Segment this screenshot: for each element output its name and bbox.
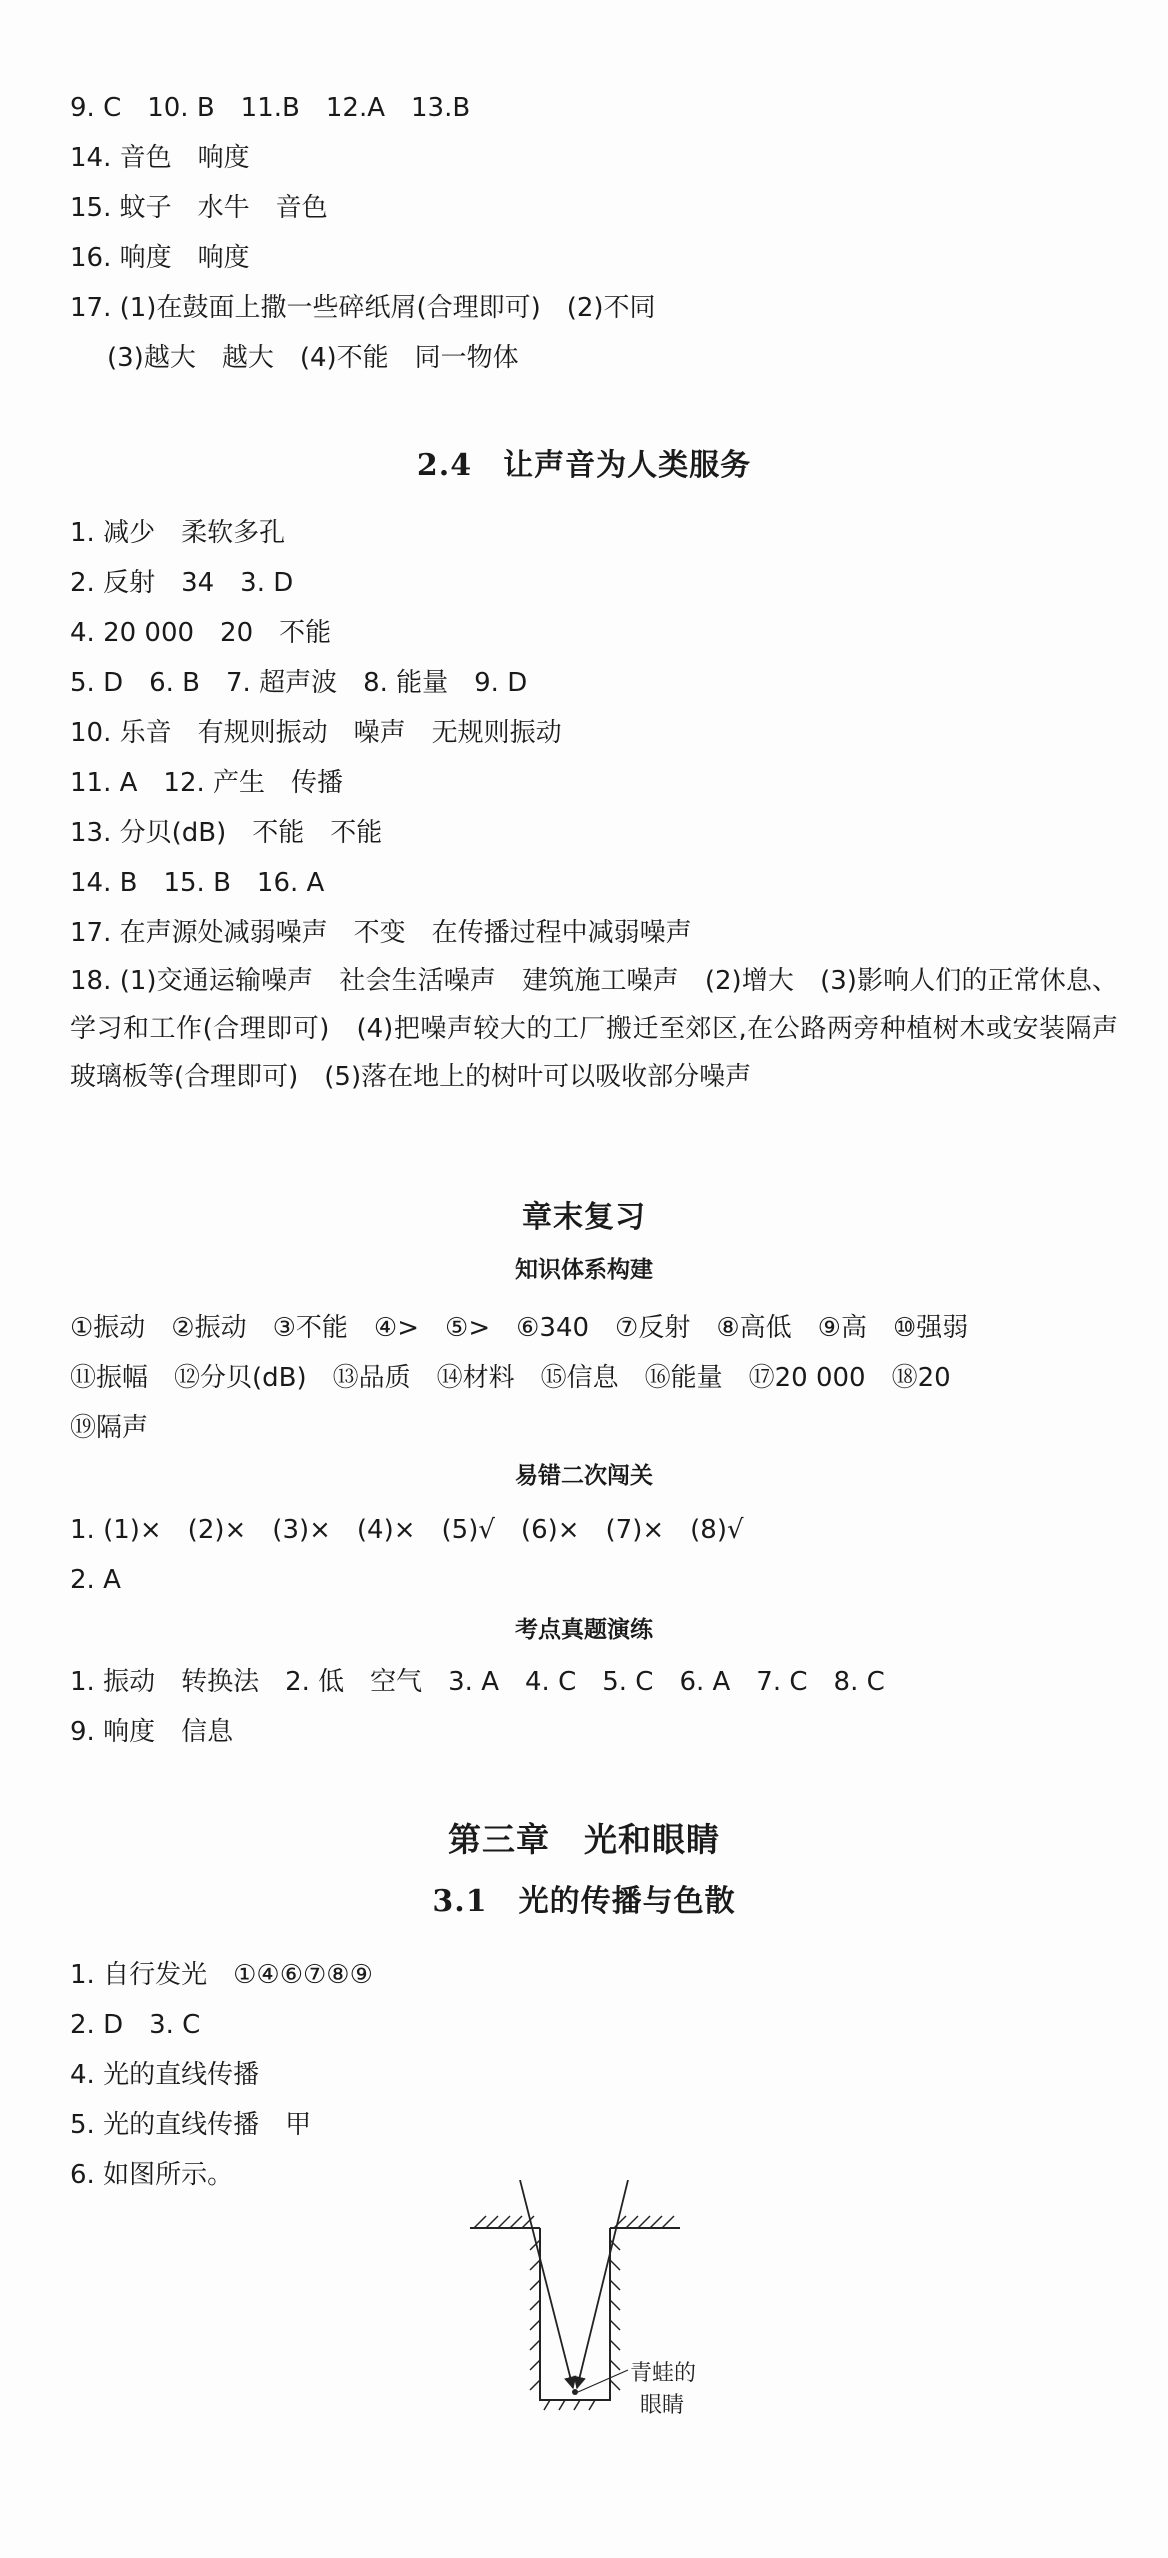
answer-line: 6. 如图所示。	[70, 2160, 234, 2190]
well-walls	[540, 2228, 610, 2400]
answer-line: 17. 在声源处减弱噪声 不变 在传播过程中减弱噪声	[70, 918, 692, 948]
sub-heading: 考点真题演练	[515, 1617, 653, 1643]
answer-line: 5. 光的直线传播 甲	[70, 2110, 312, 2140]
answer-line: 9. C 10. B 11.B 12.A 13.B	[70, 93, 471, 123]
frog-eye-label-line1: 青蛙的	[630, 2361, 697, 2386]
frog-eye-label-line2: 眼睛	[640, 2393, 685, 2418]
answer-line: ①振动 ②振动 ③不能 ④> ⑤> ⑥340 ⑦反射 ⑧高低 ⑨高 ⑩强弱	[70, 1313, 969, 1343]
answer-line: 1. 振动 转换法 2. 低 空气 3. A 4. C 5. C 6. A 7. C 8. C	[70, 1667, 885, 1697]
answer-line: 15. 蚊子 水牛 音色	[70, 193, 328, 223]
answer-line: 2. 反射 34 3. D	[70, 568, 294, 598]
answer-line: ⑲隔声	[70, 1413, 149, 1443]
answer-line: 5. D 6. B 7. 超声波 8. 能量 9. D	[70, 668, 528, 698]
section-title: 3.1 光的传播与色散	[432, 1884, 736, 1919]
answer-line: 14. 音色 响度	[70, 143, 250, 173]
answer-line: 4. 光的直线传播	[70, 2060, 260, 2090]
sub-heading: 易错二次闯关	[515, 1463, 653, 1489]
answer-line: 16. 响度 响度	[70, 243, 250, 273]
answer-line: 1. 减少 柔软多孔	[70, 518, 286, 548]
answer-line: 11. A 12. 产生 传播	[70, 768, 344, 798]
answer-line: 4. 20 000 20 不能	[70, 618, 332, 648]
answer-line: ⑪振幅 ⑫分贝(dB) ⑬品质 ⑭材料 ⑮信息 ⑯能量 ⑰20 000 ⑱20	[70, 1363, 951, 1393]
answer-line: 1. (1)× (2)× (3)× (4)× (5)√ (6)× (7)× (8)√	[70, 1515, 744, 1545]
answer-line: 14. B 15. B 16. A	[70, 868, 325, 898]
answer-line: 13. 分贝(dB) 不能 不能	[70, 818, 383, 848]
answer-paragraph-q18: 18. (1)交通运输噪声 社会生活噪声 建筑施工噪声 (2)增大 (3)影响人们的正常休息、学习和工作(合理即可) (4)把噪声较大的工厂搬迁至郊区,在公路两旁种植树木或安装隔声玻璃板等(合理即可) (5)落在地上的树叶可以吸收部分噪声	[70, 966, 1118, 1092]
section-title: 章末复习	[522, 1200, 646, 1235]
sub-heading: 知识体系构建	[515, 1257, 653, 1283]
answer-line: 10. 乐音 有规则振动 噪声 无规则振动	[70, 718, 562, 748]
label-leader-line	[578, 2370, 628, 2392]
answer-line: 2. A	[70, 1565, 121, 1595]
ground-hatching	[474, 2216, 674, 2228]
answer-line: 17. (1)在鼓面上撒一些碎纸屑(合理即可) (2)不同	[70, 293, 656, 323]
frog-eye-point	[572, 2389, 578, 2395]
chapter-title: 第三章 光和眼睛	[448, 1820, 720, 1859]
well-frog-diagram	[460, 2180, 760, 2440]
answer-line: 2. D 3. C	[70, 2010, 201, 2040]
answer-line: (3)越大 越大 (4)不能 同一物体	[107, 343, 519, 373]
section-title: 2.4 让声音为人类服务	[416, 448, 752, 483]
answer-line: 1. 自行发光 ①④⑥⑦⑧⑨	[70, 1960, 373, 1990]
answer-line: 9. 响度 信息	[70, 1717, 234, 1747]
